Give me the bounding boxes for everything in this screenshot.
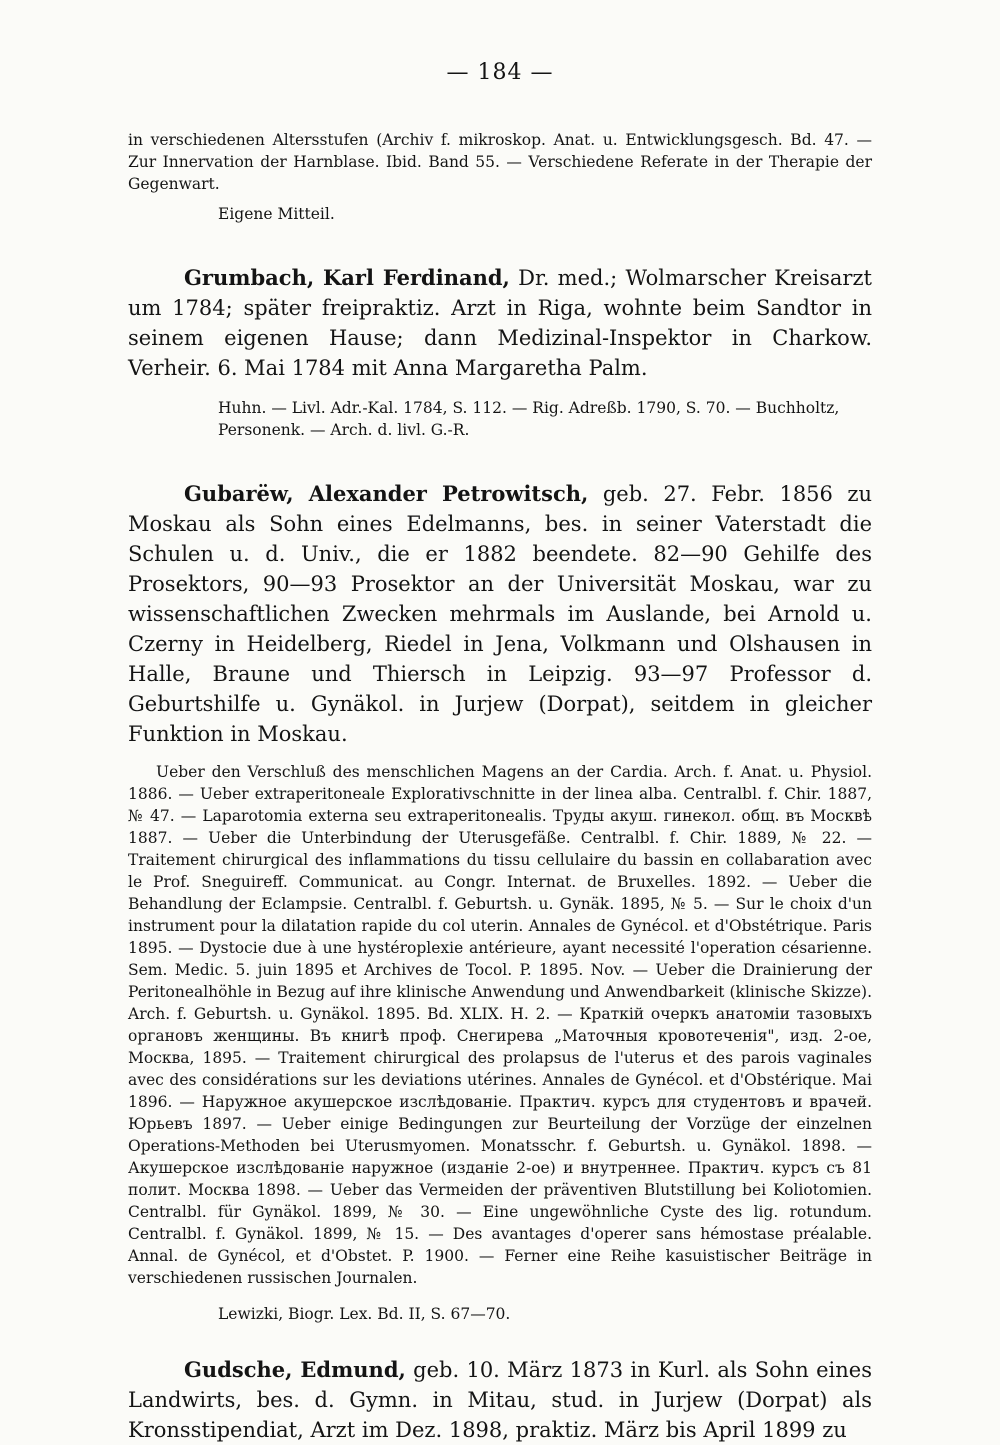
entry-grumbach <box>128 263 872 383</box>
entry-gubarew <box>128 479 872 749</box>
entry-name: Gudsche, Edmund, <box>184 1357 406 1382</box>
continuation-source: Eigene Mitteil. <box>218 205 335 223</box>
entry-body: geb. 27. Febr. 1856 zu Moskau als Sohn eines Edelmanns, bes. in seiner Vaterstadt die Schulen u. d. Univ., die er 1882 beendete. 82—90 Gehilfe des Prosektors, 90—93 Prosektor an der Universität Moskau, war zu wissenschaftlichen Zwecken mehrmals im Auslande, bei Arnold u. Czerny in Heidelberg, Riedel in Jena, Volkmann und Olshausen in Halle, Braune und Thiersch in Leipzig. 93—97 Professor d. Geburtshilfe u. Gynäkol. in Jurjew (Dorpat), seitdem in gleicher Funktion in Moskau. <box>128 482 872 746</box>
entry-body: geb. 10. März 1873 in Kurl. als Sohn eines Landwirts, bes. d. Gymn. in Mitau, stud. in Jurjew (Dorpat) als Kronsstipendiat, Arzt im Dez. 1898, praktiz. März bis April 1899 zu <box>128 1358 873 1442</box>
spacer <box>128 441 872 479</box>
continuation-text: in verschiedenen Altersstufen (Archiv f. mikroskop. Anat. u. Entwicklungsgesch. Bd. 47. — Zur Innervation der Harnblase. Ibid. Band 55. — Verschiedene Referate in der Therapie der Gegenwart. <box>128 131 872 193</box>
entry-name: Gubarëw, Alexander Petrowitsch, <box>184 481 589 506</box>
page-number: — 184 — <box>446 60 554 85</box>
entry-publications: Ueber den Verschluß des menschlichen Magens an der Cardia. Arch. f. Anat. u. Physiol. 1886. — Ueber extraperitoneale Explorativschnitte in der linea alba. Centralbl. f. Chir. 1887, № 47. — Laparotomia externa seu extraperitonealis. Труды акуш. гинекол. общ. въ Москвѣ 1887. — Ueber die Unterbindung der Uterusgefäße. Centralbl. f. Chir. 1889, № 22. — Traitement chirurgical des inflammations du tissu cellulaire du bassin en collabaration avec le Prof. Sneguireff. Communicat. au Congr. Internat. de Bruxelles. 1892. — Ueber die Behandlung der Eclampsie. Centralbl. f. Geburtsh. u. Gynäk. 1895, № 5. — Sur le choix d'un instrument pour la dilatation rapide du col uterin. Annales de Gynécol. et d'Obstétrique. Paris 1895. — Dystocie due à une hystéroplexie antérieure, ayant necessité l'operation césarienne. Sem. Medic. 5. juin 1895 et Archives de Tocol. P. 1895. Nov. — Ueber die Drainierung der Peritonealhöhle in Bezug auf ihre klinische Anwendung und Anwendbarkeit (klinische Skizze). Arch. f. Geburtsh. u. Gynäkol. 1895. Bd. XLIX. H. 2. — Краткій очеркъ анатоміи тазовыхъ органовъ женщины. Въ книгѣ проф. Снегирева „Маточныя кровотеченія", изд. 2-ое, Москва, 1895. — Traitement chirurgical des prolapsus de l'uterus et des parois vaginales avec des considérations sur les deviations utérines. Annales de Gynécol. et d'Obstérique. Mai 1896. — Наружное акушерское изслѣдованіе. Практич. курсъ для студентовъ и врачей. Юрьевъ 1897. — Ueber einige Bedingungen zur Beurteilung der Vorzüge der einzelnen Operations-Methoden bei Uterusmyomen. Monatsschr. f. Geburtsh. u. Gynäkol. 1898. — Акушерское изслѣдованіе наружное (изданіе 2-ое) и внутреннее. Практич. курсъ съ 81 полит. Москва 1898. — Ueber das Vermeiden der präventiven Blutstillung bei Koliotomien. Centralbl. für Gynäkol. 1899, № 30. — Eine ungewöhnliche Cyste des lig. rotundum. Centralbl. f. Gynäkol. 1899, № 15. — Des avantages d'operer sans hémostase préalable. Annal. de Gynécol, et d'Obstet. P. 1900. — Ferner eine Reihe kasuistischer Beiträge in verschiedenen russischen Journalen. <box>128 763 872 1287</box>
entry-gudsche <box>128 1355 872 1445</box>
spacer <box>128 1325 872 1355</box>
entry-name: Grumbach, Karl Ferdinand, <box>184 265 510 290</box>
spacer <box>128 225 872 263</box>
entry-source: Lewizki, Biogr. Lex. Bd. II, S. 67—70. <box>218 1305 511 1323</box>
entry-refs: Huhn. — Livl. Adr.-Kal. 1784, S. 112. — Rig. Adreßb. 1790, S. 70. — Buchholtz, Personenk. — Arch. d. livl. G.-R. <box>218 399 840 439</box>
entry-body: Dr. med.; Wolmarscher Kreisarzt um 1784; später freipraktiz. Arzt in Riga, wohnte beim Sandtor in seinem eigenen Hause; dann Medizinal-Inspektor in Charkow. Verheir. 6. Mai 1784 mit Anna Margaretha Palm. <box>128 266 872 380</box>
